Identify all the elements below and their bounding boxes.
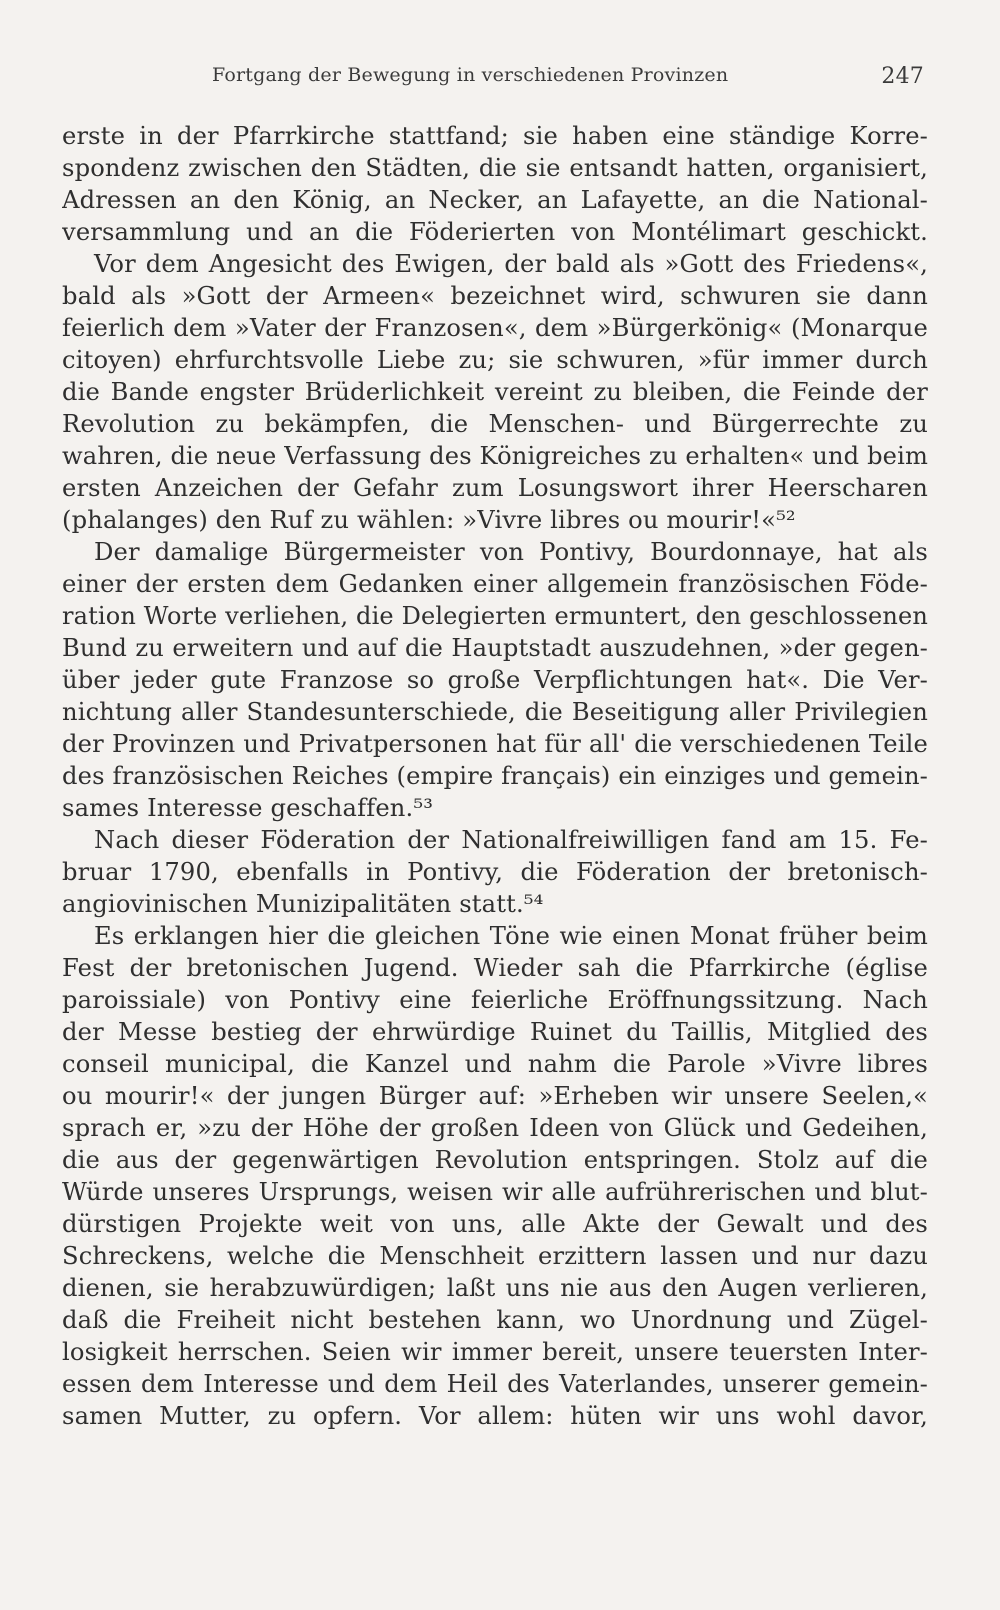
text-line: ersten Anzeichen der Gefahr zum Losungswort ihrer Heerscharen — [62, 474, 928, 502]
text-line: samen Mutter, zu opfern. Vor allem: hüten wir uns wohl davor, — [62, 1402, 928, 1430]
text-line: spondenz zwischen den Städten, die sie entsandt hatten, organisiert, — [62, 154, 928, 182]
text-line: paroissiale) von Pontivy eine feierliche Eröffnungssitzung. Nach — [62, 986, 928, 1014]
text-line: dürstigen Projekte weit von uns, alle Akte der Gewalt und des — [62, 1210, 928, 1238]
text-line: der Messe bestieg der ehrwürdige Ruinet du Taillis, Mitglied des — [62, 1018, 928, 1046]
body-text — [62, 120, 928, 1460]
text-line: bald als »Gott der Armeen« bezeichnet wird, schwuren sie dann — [62, 282, 928, 310]
text-line: Es erklangen hier die gleichen Töne wie einen Monat früher beim — [94, 922, 928, 950]
text-line: Fest der bretonischen Jugend. Wieder sah die Pfarrkirche (église — [62, 954, 928, 982]
page-number: 247 — [881, 64, 924, 89]
text-line: essen dem Interesse und dem Heil des Vaterlandes, unserer gemein- — [62, 1370, 928, 1398]
text-line: wahren, die neue Verfassung des Königreiches zu erhalten« und beim — [62, 442, 928, 470]
text-line: (phalanges) den Ruf zu wählen: »Vivre libres ou mourir!«⁵² — [62, 506, 796, 534]
text-line: Der damalige Bürgermeister von Pontivy, Bourdonnaye, hat als — [94, 538, 928, 566]
text-line: die aus der gegenwärtigen Revolution entspringen. Stolz auf die — [62, 1146, 928, 1174]
text-line: über jeder gute Franzose so große Verpflichtungen hat«. Die Ver- — [62, 666, 928, 694]
text-line: Schreckens, welche die Menschheit erzittern lassen und nur dazu — [62, 1242, 928, 1270]
text-line: Nach dieser Föderation der Nationalfreiwilligen fand am 15. Fe- — [94, 826, 928, 854]
text-line: conseil municipal, die Kanzel und nahm die Parole »Vivre libres — [62, 1050, 928, 1078]
text-line: daß die Freiheit nicht bestehen kann, wo Unordnung und Zügel- — [62, 1306, 928, 1334]
text-line: dienen, sie herabzuwürdigen; laßt uns nie aus den Augen verlieren, — [62, 1274, 928, 1302]
text-line: des französischen Reiches (empire français) ein einziges und gemein- — [62, 762, 928, 790]
text-line: feierlich dem »Vater der Franzosen«, dem »Bürgerkönig« (Monarque — [62, 314, 928, 342]
text-line: sprach er, »zu der Höhe der großen Ideen von Glück und Gedeihen, — [62, 1114, 928, 1142]
running-title: Fortgang der Bewegung in verschiedenen Provinzen — [212, 64, 729, 86]
text-line: bruar 1790, ebenfalls in Pontivy, die Föderation der bretonisch- — [62, 858, 928, 886]
text-line: Würde unseres Ursprungs, weisen wir alle aufrührerischen und blut- — [62, 1178, 928, 1206]
page-header — [212, 64, 924, 94]
text-line: die Bande engster Brüderlichkeit vereint zu bleiben, die Feinde der — [62, 378, 928, 406]
text-line: Adressen an den König, an Necker, an Lafayette, an die National- — [62, 186, 928, 214]
text-line: ration Worte verliehen, die Delegierten ermuntert, den geschlossenen — [62, 602, 928, 630]
text-line: angiovinischen Munizipalitäten statt.⁵⁴ — [62, 890, 544, 918]
text-line: losigkeit herrschen. Seien wir immer bereit, unsere teuersten Inter- — [62, 1338, 928, 1366]
text-line: Revolution zu bekämpfen, die Menschen- und Bürgerrechte zu — [62, 410, 928, 438]
text-line: der Provinzen und Privatpersonen hat für all' die verschiedenen Teile — [62, 730, 928, 758]
text-line: sames Interesse geschaffen.⁵³ — [62, 794, 434, 822]
text-line: Vor dem Angesicht des Ewigen, der bald als »Gott des Friedens«, — [94, 250, 928, 278]
text-line: ou mourir!« der jungen Bürger auf: »Erheben wir unsere Seelen,« — [62, 1082, 928, 1110]
text-line: citoyen) ehrfurchtsvolle Liebe zu; sie schwuren, »für immer durch — [62, 346, 928, 374]
text-line: Bund zu erweitern und auf die Hauptstadt auszudehnen, »der gegen- — [62, 634, 928, 662]
text-line: einer der ersten dem Gedanken einer allgemein französischen Föde- — [62, 570, 928, 598]
text-line: nichtung aller Standesunterschiede, die Beseitigung aller Privilegien — [62, 698, 928, 726]
text-line: erste in der Pfarrkirche stattfand; sie haben eine ständige Korre- — [62, 122, 928, 150]
text-line: versammlung und an die Föderierten von Montélimart geschickt. — [62, 218, 928, 246]
